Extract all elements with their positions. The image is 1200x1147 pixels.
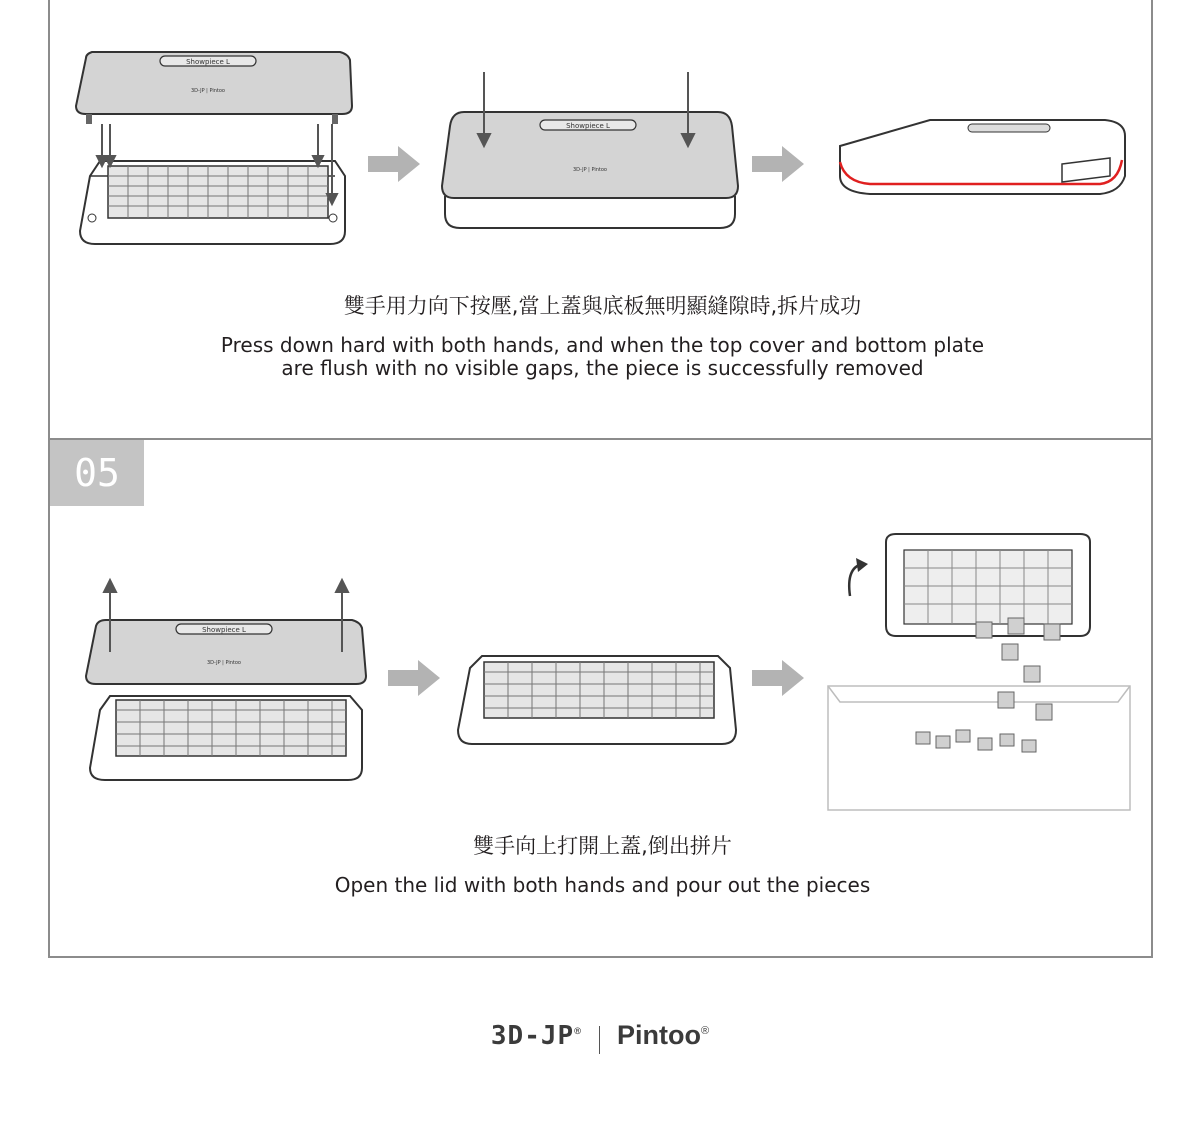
device-pressed xyxy=(442,72,738,228)
brand-3djp-logo: 3D-JP® xyxy=(490,1021,582,1051)
next-step-arrow-icon xyxy=(368,146,420,182)
press-illustration xyxy=(50,0,1155,296)
brand-footer xyxy=(0,1020,1200,1054)
svg-text:Showpiece L: Showpiece L xyxy=(566,122,610,130)
svg-text:Showpiece L: Showpiece L xyxy=(202,626,246,634)
svg-text:3D-JP | Pintoo: 3D-JP | Pintoo xyxy=(572,167,608,173)
brand-pintoo-logo: Pintoo® xyxy=(617,1020,710,1050)
lid-brand: 3D-JP | Pintoo xyxy=(190,88,226,94)
step-panel-open xyxy=(48,438,1153,958)
lid-label: Showpiece L xyxy=(186,58,230,66)
step-caption-en-line1: Press down hard with both hands, and when the top cover and bottom plate xyxy=(220,333,985,357)
step-caption-en-line2: are flush with no visible gaps, the piece is successfully removed xyxy=(281,356,924,380)
open-base-plate xyxy=(458,656,736,744)
step-number-badge: 05 xyxy=(50,440,144,506)
next-step-arrow-icon xyxy=(752,660,804,696)
device-closed xyxy=(840,120,1125,194)
base-plate-with-pieces xyxy=(80,161,345,244)
step-caption-zh: 雙手用力向下按壓,當上蓋與底板無明顯縫隙時,拆片成功 xyxy=(343,294,862,318)
open-illustration xyxy=(50,440,1155,840)
step-panel-press xyxy=(48,0,1153,440)
pour-pieces-scene xyxy=(828,534,1130,810)
next-step-arrow-icon xyxy=(388,660,440,696)
lid-lifted xyxy=(86,620,366,684)
step-caption-en: Open the lid with both hands and pour out the pieces xyxy=(334,873,871,897)
lid-floating xyxy=(76,52,352,124)
base-plate-with-pieces xyxy=(90,696,362,780)
svg-text:3D-JP | Pintoo: 3D-JP | Pintoo xyxy=(206,660,242,666)
next-step-arrow-icon xyxy=(752,146,804,182)
step-caption-zh: 雙手向上打開上蓋,倒出拼片 xyxy=(473,834,732,858)
brand-divider xyxy=(599,1026,600,1054)
